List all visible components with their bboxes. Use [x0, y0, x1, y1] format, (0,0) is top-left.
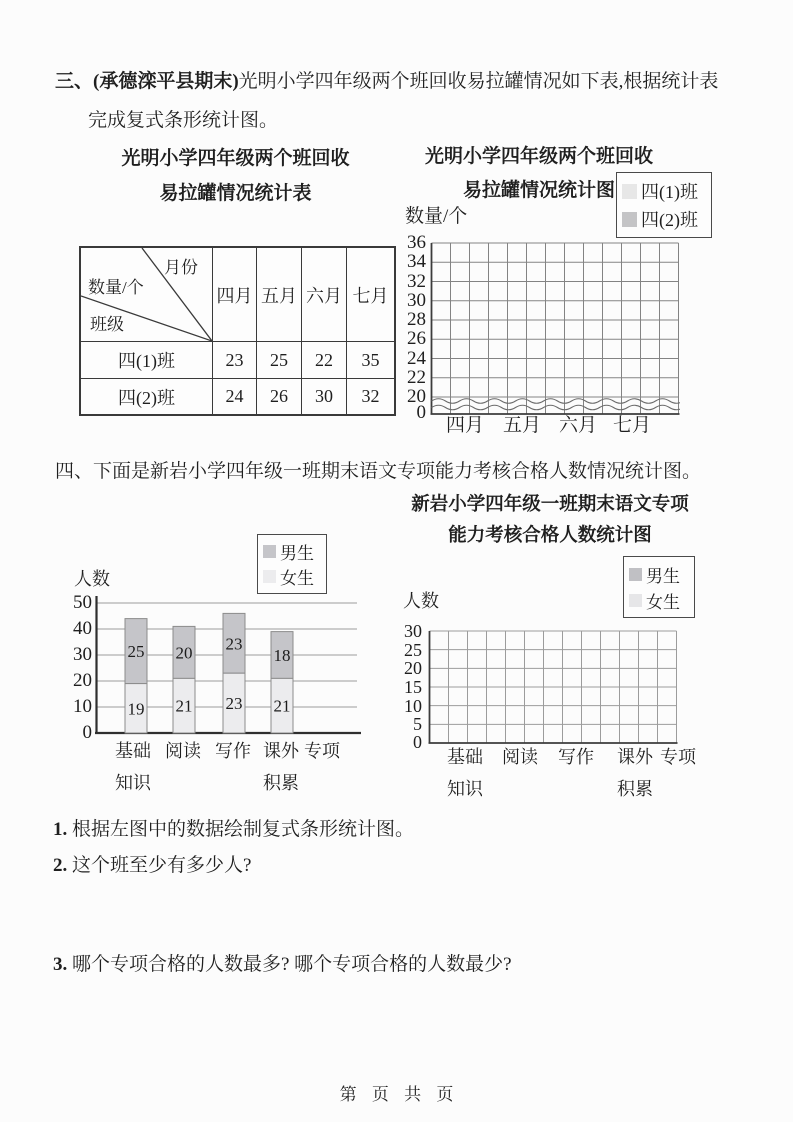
table-value: 32 [346, 378, 394, 414]
legend-item [629, 588, 689, 613]
x-axis-label: 知识 [115, 773, 151, 793]
question-3-source-tag: (承德滦平县期末) [93, 71, 239, 92]
axis-break-wave [432, 399, 681, 404]
table-row-label: 四(2)班 [81, 378, 212, 414]
legend-label: 男生 [646, 566, 680, 586]
pass-chart-grid [428, 630, 678, 750]
x-axis-label: 阅读 [165, 741, 201, 761]
legend-swatch-icon [263, 545, 276, 558]
bar-value-label-male: 25 [127, 642, 145, 662]
y-tick-label: 50 [73, 592, 92, 613]
legend-swatch-icon [622, 212, 637, 227]
sub-question-2 [53, 854, 251, 878]
bar-value-label-male: 23 [225, 634, 243, 654]
bar-value-label-female: 21 [273, 696, 291, 716]
bar-value-label-female: 23 [225, 694, 243, 714]
table-header-month: 四月 [212, 248, 256, 341]
cans-chart-title-line1: 光明小学四年级两个班回收 [424, 146, 653, 167]
legend-swatch-icon [263, 570, 276, 583]
legend-label: 四(1)班 [641, 182, 698, 202]
legend-label: 女生 [280, 569, 314, 588]
y-tick-label: 25 [404, 639, 422, 660]
table-value: 23 [212, 341, 256, 378]
legend-swatch-icon [629, 594, 642, 607]
y-tick-label: 28 [407, 309, 426, 330]
table-header-month: 七月 [346, 248, 394, 341]
page-footer: 第 页 共 页 [339, 1085, 454, 1104]
question-4-text: 下面是新岩小学四年级一班期末语文专项能力考核合格人数情况统计图。 [93, 461, 702, 482]
axis-break-wave [432, 405, 681, 410]
x-axis-label: 专项 [304, 741, 340, 761]
gender-legend-right [623, 556, 695, 618]
y-tick-label: 30 [404, 621, 422, 641]
table-header-month: 五月 [256, 248, 301, 341]
sub-question-3-text: 哪个专项合格的人数最多? 哪个专项合格的人数最少? [72, 954, 512, 975]
y-tick-label: 40 [73, 618, 92, 639]
cans-chart-y-axis-label: 数量/个 [405, 206, 468, 227]
y-tick-label: 36 [407, 232, 426, 253]
table-corner-cell [81, 248, 212, 341]
sub-question-2-number: 2. [53, 855, 68, 876]
table-header-month: 六月 [301, 248, 346, 341]
x-axis-label: 四月 [445, 415, 484, 436]
x-axis-label: 积累 [263, 773, 299, 793]
y-tick-label: 10 [73, 696, 92, 717]
y-tick-label: 20 [404, 658, 422, 679]
question-3-text: 光明小学四年级两个班回收易拉罐情况如下表,根据统计表 [238, 71, 719, 92]
bar-value-label-male: 20 [175, 643, 193, 663]
stacked-bar-chart [95, 596, 362, 741]
table-value: 25 [256, 341, 301, 378]
x-axis-label: 知识 [447, 779, 483, 799]
table-title-line1: 光明小学四年级两个班回收 [121, 148, 350, 169]
y-tick-label: 15 [404, 677, 422, 697]
sub-question-1 [53, 818, 414, 842]
x-axis-label: 阅读 [502, 747, 538, 767]
legend-item [263, 564, 321, 589]
y-tick-label: 32 [407, 270, 426, 292]
stacked-bar-chart-svg [95, 596, 362, 736]
question-4-number: 四、 [55, 461, 94, 482]
y-tick-label: 5 [413, 714, 422, 735]
x-axis-label: 基础 [115, 741, 151, 761]
x-axis-label: 写作 [215, 741, 251, 761]
sub-question-3-number: 3. [53, 954, 68, 975]
legend-item [622, 206, 706, 232]
legend-item [629, 562, 689, 587]
sub-question-1-text: 根据左图中的数据绘制复式条形统计图。 [72, 819, 415, 840]
x-axis-label: 五月 [502, 415, 541, 436]
sub-question-1-number: 1. [53, 819, 68, 840]
cans-statistics-table [79, 246, 396, 416]
stacked-chart-y-axis-label: 人数 [74, 569, 110, 589]
y-tick-label: 34 [407, 251, 426, 273]
sub-question-3 [53, 953, 512, 977]
x-axis-label: 课外 [263, 741, 299, 761]
y-tick-label: 30 [407, 289, 426, 311]
pass-chart-title-line2: 能力考核合格人数统计图 [448, 526, 652, 546]
x-axis-label: 基础 [447, 747, 483, 767]
legend-item [263, 539, 321, 564]
y-tick-label: 20 [407, 386, 426, 407]
question-4-heading [55, 460, 701, 484]
table-title-line2: 易拉罐情况统计表 [159, 183, 312, 204]
y-tick-label: 30 [73, 644, 92, 665]
table-value: 24 [212, 378, 256, 414]
bar-value-label-male: 18 [273, 646, 291, 665]
cans-chart-grid-svg [430, 242, 680, 416]
y-tick-label: 0 [413, 732, 422, 752]
gender-legend-left [257, 534, 327, 594]
corner-label-quantity: 数量/个 [88, 278, 144, 297]
pass-chart-grid-svg [428, 630, 678, 745]
pass-chart-title-line1: 新岩小学四年级一班期末语文专项 [411, 495, 689, 515]
table-value: 30 [301, 378, 346, 414]
y-tick-label: 0 [416, 402, 426, 423]
pass-chart-y-axis-label: 人数 [403, 591, 439, 611]
table-value: 35 [346, 341, 394, 378]
question-3-text-line2: 完成复式条形统计图。 [88, 110, 279, 131]
x-axis-label: 七月 [612, 415, 651, 436]
legend-swatch-icon [629, 568, 642, 581]
legend-swatch-icon [622, 184, 637, 199]
x-axis-label: 专项 [660, 747, 696, 767]
y-tick-label: 0 [82, 722, 92, 743]
sub-question-2-text: 这个班至少有多少人? [72, 855, 252, 876]
y-tick-label: 20 [73, 670, 92, 691]
question-3-heading [55, 70, 718, 94]
table-row-label: 四(1)班 [81, 341, 212, 378]
question-3-number: 三、 [55, 71, 94, 92]
x-axis-label: 积累 [617, 779, 653, 799]
bar-value-label-female: 21 [175, 696, 193, 716]
legend-label: 四(2)班 [641, 210, 698, 230]
x-axis-label: 课外 [617, 747, 653, 767]
corner-label-month: 月份 [164, 258, 198, 277]
cans-chart-title-line2: 易拉罐情况统计图 [462, 180, 615, 201]
y-tick-label: 24 [407, 347, 426, 369]
x-axis-label: 写作 [558, 747, 594, 767]
table-value: 22 [301, 341, 346, 378]
y-tick-label: 22 [407, 366, 426, 388]
table-value: 26 [256, 378, 301, 414]
legend-item [622, 178, 706, 204]
cans-chart-grid [430, 242, 680, 421]
corner-label-class: 班级 [90, 315, 124, 334]
legend-label: 女生 [646, 592, 680, 612]
legend-label: 男生 [280, 544, 314, 563]
bar-value-label-female: 19 [127, 699, 145, 719]
x-axis-label: 六月 [558, 415, 597, 436]
y-tick-label: 10 [404, 695, 422, 716]
y-tick-label: 26 [407, 328, 426, 350]
cans-chart-legend [616, 172, 712, 238]
